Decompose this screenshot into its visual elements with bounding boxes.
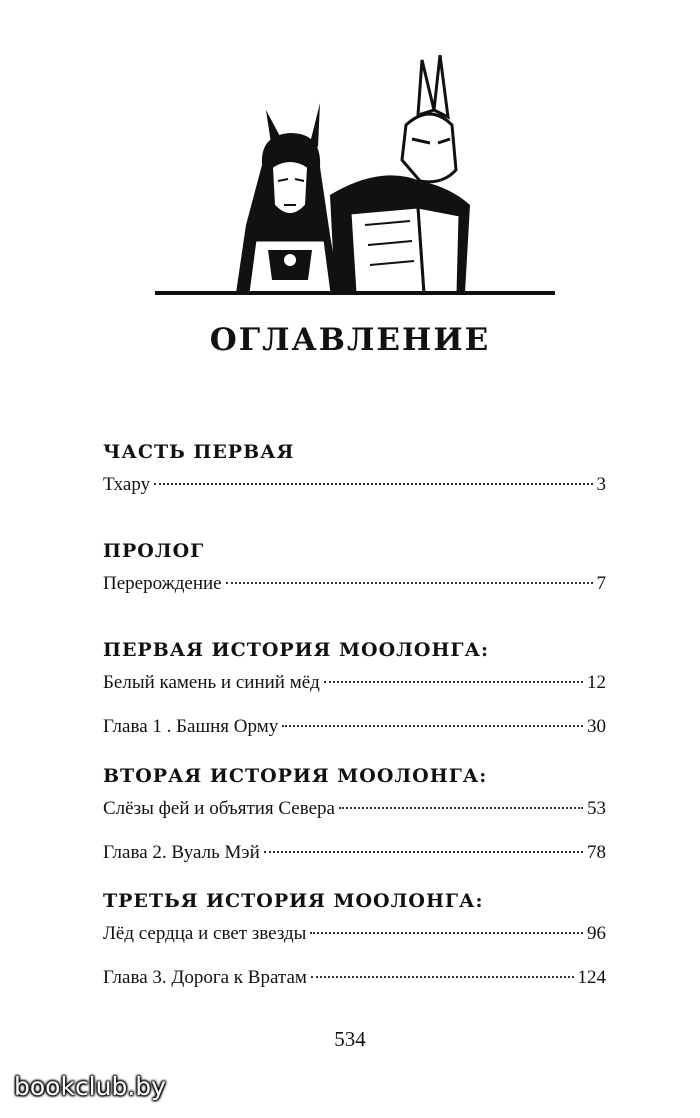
toc-section-4 <box>103 764 606 865</box>
section-heading: ПЕРВАЯ ИСТОРИЯ МООЛОНГА: <box>103 639 490 661</box>
toc-section-5 <box>103 889 606 990</box>
entry-title: Тхару <box>103 474 151 495</box>
toc-entry[interactable] <box>103 797 606 821</box>
dot-leader <box>282 725 583 727</box>
entry-page: 12 <box>587 672 606 693</box>
entry-title: Белый камень и синий мёд <box>103 672 320 693</box>
toc-section-1 <box>103 440 606 497</box>
header-illustration <box>150 55 560 300</box>
dot-leader <box>311 976 574 978</box>
toc-entry[interactable] <box>103 966 606 990</box>
entry-page: 96 <box>587 923 606 944</box>
entry-page: 7 <box>596 573 606 594</box>
dot-leader <box>154 483 592 485</box>
entry-title: Глава 2. Вуаль Мэй <box>103 842 260 863</box>
page-number: 534 <box>334 1027 366 1051</box>
entry-page: 3 <box>596 474 606 495</box>
dot-leader <box>226 582 593 584</box>
toc-entry[interactable] <box>103 671 606 695</box>
page-title: ОГЛАВЛЕНИЕ <box>209 322 491 358</box>
entry-page: 78 <box>587 842 606 863</box>
dot-leader <box>310 932 583 934</box>
dot-leader <box>324 681 583 683</box>
entry-page: 30 <box>587 716 606 737</box>
toc-entry[interactable] <box>103 572 606 596</box>
rabbit-masked-figure <box>330 55 470 293</box>
entry-title: Глава 3. Дорога к Вратам <box>103 967 307 988</box>
entry-title: Перерождение <box>103 573 222 594</box>
section-heading: ЧАСТЬ ПЕРВАЯ <box>103 441 295 463</box>
toc-entry[interactable] <box>103 473 606 497</box>
toc-section-2 <box>103 539 606 596</box>
watermark: bookclub.by <box>14 1072 166 1101</box>
toc-section-3 <box>103 638 606 739</box>
section-heading: ТРЕТЬЯ ИСТОРИЯ МООЛОНГА: <box>103 890 484 912</box>
entry-page: 53 <box>587 798 606 819</box>
toc-entry[interactable] <box>103 841 606 865</box>
horned-woman-figure <box>236 103 340 293</box>
dot-leader <box>264 851 583 853</box>
toc-entry[interactable] <box>103 715 606 739</box>
entry-page: 124 <box>577 967 606 988</box>
toc-entry[interactable] <box>103 922 606 946</box>
section-heading: ПРОЛОГ <box>103 540 205 562</box>
section-heading: ВТОРАЯ ИСТОРИЯ МООЛОНГА: <box>103 765 488 787</box>
entry-title: Лёд сердца и свет звезды <box>103 923 307 944</box>
dot-leader <box>339 807 583 809</box>
entry-title: Слёзы фей и объятия Севера <box>103 798 335 819</box>
entry-title: Глава 1 . Башня Орму <box>103 716 279 737</box>
